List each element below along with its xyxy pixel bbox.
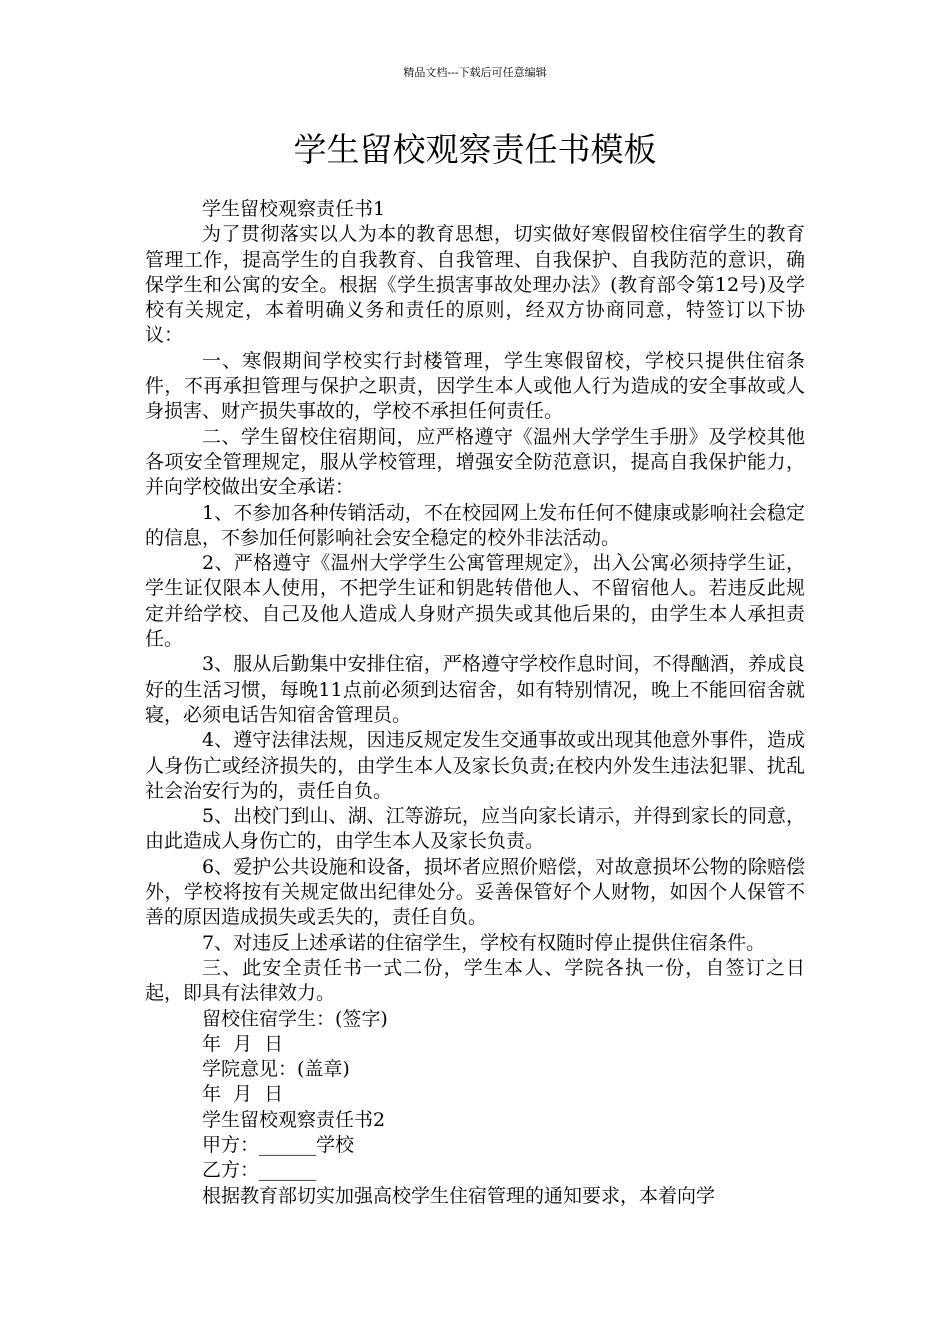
- signature-line: 学院意见：(盖章): [202, 1058, 350, 1081]
- party-line: 甲方：______学校: [202, 1133, 355, 1156]
- body-paragraph: 三、此安全责任书一式二份，学生本人、学院各执一份，自签订之日起，即具有法律效力。: [145, 956, 805, 1005]
- list-item: 6、爱护公共设施和设备，损坏者应照价赔偿，对故意损坏公物的除赔偿外，学校将按有关规定做出纪律处分。妥善保管好个人财物，如因个人保管不善的原因造成损失或丢失的，责任自负。: [145, 855, 805, 929]
- body-paragraph: 为了贯彻落实以人为本的教育思想，切实做好寒假留校住宿学生的教育管理工作，提高学生的自我教育、自我管理、自我保护、自我防范的意识，确保学生和公寓的安全。根据《学生损害事故处理办法》(教育部令第12号)及学校有关规定，本着明确义务和责任的原则，经双方协商同意，特签订以下协议：: [145, 223, 805, 347]
- signature-line: 留校住宿学生：(签字): [202, 1007, 388, 1030]
- body-paragraph: 二、学生留校住宿期间，应严格遵守《温州大学学生手册》及学校其他各项安全管理规定，服从学校管理，增强安全防范意识，提高自我保护能力，并向学校做出安全承诺：: [145, 425, 805, 499]
- list-item: 4、遵守法律法规，因违反规定发生交通事故或出现其他意外事件，造成人身伤亡或经济损失的，由学生本人及家长负责;在校内外发生违法犯罪、扰乱社会治安行为的，责任自负。: [145, 729, 805, 802]
- date-line: 年 月 日: [202, 1032, 284, 1055]
- body-paragraph: 一、寒假期间学校实行封楼管理，学生寒假留校，学校只提供住宿条件，不再承担管理与保护之职责，因学生本人或他人行为造成的安全事故或人身损害、财产损失事故的，学校不承担任何责任。: [145, 349, 805, 423]
- list-item: 1、不参加各种传销活动，不在校园网上发布任何不健康或影响社会稳定的信息，不参加任何影响社会安全稳定的校外非法活动。: [145, 501, 805, 549]
- section-heading: 学生留校观察责任书1: [202, 198, 386, 220]
- page-header-note: 精品文档---下载后可任意编辑: [403, 66, 547, 79]
- date-line: 年 月 日: [202, 1083, 284, 1106]
- list-item: 2、严格遵守《温州大学学生公寓管理规定》，出入公寓必须持学生证，学生证仅限本人使用，不把学生证和钥匙转借他人、不留宿他人。若违反此规定并给学校、自己及他人造成人身财产损失或其他后果的，由学生本人承担责任。: [145, 552, 805, 651]
- party-line: 乙方：______: [202, 1159, 317, 1182]
- list-item: 7、对违反上述承诺的住宿学生，学校有权随时停止提供住宿条件。: [202, 931, 766, 954]
- list-item: 5、出校门到山、湖、江等游玩，应当向家长请示，并得到家长的同意，由此造成人身伤亡的，由学生本人及家长负责。: [145, 805, 805, 853]
- document-body: [145, 197, 805, 1209]
- document-title: 学生留校观察责任书模板: [293, 130, 657, 169]
- list-item: 3、服从后勤集中安排住宿，严格遵守学校作息时间，不得酗酒，养成良好的生活习惯，每晚11点前必须到达宿舍，如有特别情况，晚上不能回宿舍就寝，必须电话告知宿舍管理员。: [145, 653, 805, 726]
- body-paragraph: 根据教育部切实加强高校学生住宿管理的通知要求，本着向学: [202, 1184, 716, 1207]
- section-heading: 学生留校观察责任书2: [202, 1108, 386, 1131]
